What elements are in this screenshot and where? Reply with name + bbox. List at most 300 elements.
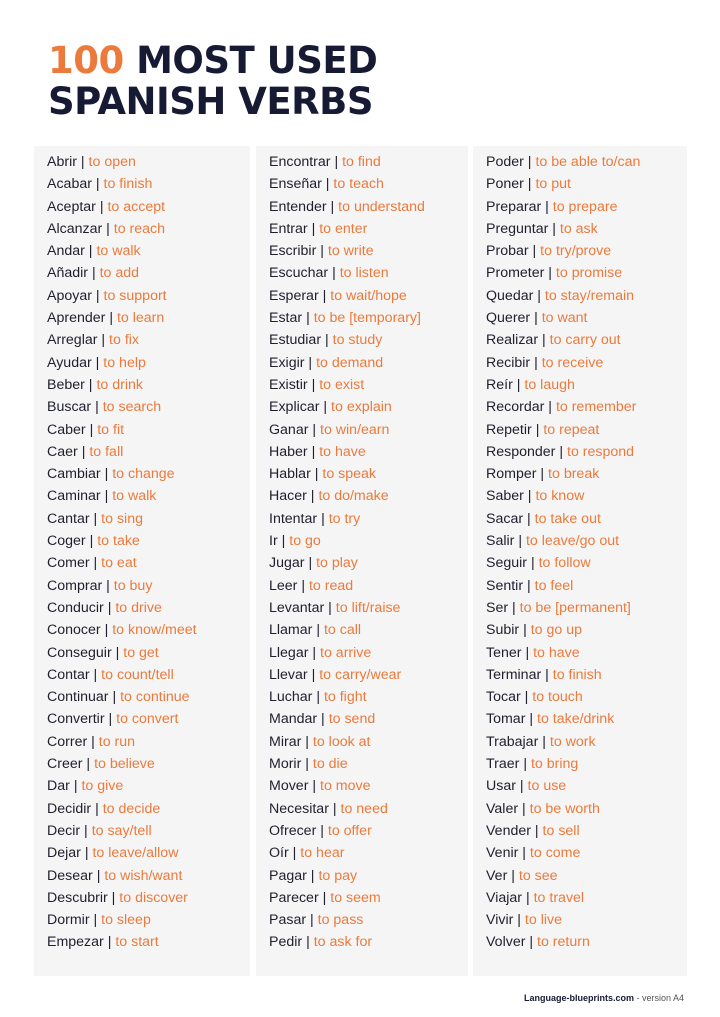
english-meaning: to sing [101,510,143,527]
spanish-verb: Dar [47,778,70,795]
separator: | [513,912,525,929]
spanish-verb: Conseguir [47,644,112,661]
separator: | [508,599,520,616]
spanish-verb: Caer [47,443,78,460]
english-meaning: to run [98,733,136,750]
separator: | [514,533,526,550]
spanish-verb: Usar [486,778,516,795]
spanish-verb: Decidir [47,800,92,817]
english-meaning: to touch [532,689,583,706]
separator: | [330,154,343,170]
english-meaning: to send [328,711,376,728]
title-number: 100 [48,39,124,82]
verb-list-1 [34,146,250,954]
spanish-verb: Abrir [47,154,77,170]
spanish-verb: Pagar [269,867,307,884]
verb-row [47,753,250,775]
english-meaning: to ask for [313,934,373,951]
english-meaning: to put [535,176,571,193]
spanish-verb: Valer [486,800,519,817]
verb-row [486,262,687,284]
verb-row [269,196,468,218]
spanish-verb: Creer [47,756,83,773]
english-meaning: to finish [552,666,602,683]
english-meaning: to fight [323,689,367,706]
spanish-verb: Salir [486,533,515,550]
separator: | [87,733,99,750]
spanish-verb: Morir [269,756,302,773]
spanish-verb: Vivir [486,912,514,929]
verb-row [486,530,687,552]
spanish-verb: Parecer [269,889,319,906]
verb-row [47,463,250,485]
separator: | [525,934,538,951]
spanish-verb: Cantar [47,510,90,527]
english-meaning: to work [549,733,596,750]
separator: | [84,376,97,393]
english-meaning: to search [102,399,162,416]
verb-row [486,463,687,485]
verb-row [269,262,468,284]
verb-row [269,842,468,864]
verb-row [269,441,468,463]
verb-row [269,865,468,887]
separator: | [512,376,525,393]
spanish-verb: Apoyar [47,287,92,304]
page-title [48,40,377,122]
english-meaning: to move [320,778,371,795]
english-meaning: to take out [534,510,601,527]
verb-row [486,240,687,262]
verb-row [486,731,687,753]
separator: | [515,778,528,795]
verb-row [269,329,468,351]
english-meaning: to give [81,778,124,795]
english-meaning: to sell [542,822,580,839]
separator: | [555,443,567,460]
verb-row [47,262,250,284]
english-meaning: to fit [97,421,125,438]
separator: | [100,622,113,639]
english-meaning: to walk [96,243,141,260]
english-meaning: to be [permanent] [519,599,631,616]
separator: | [103,599,116,616]
verb-row [269,931,468,953]
verb-row [47,352,250,374]
spanish-verb: Dormir [47,912,90,929]
separator: | [312,622,324,639]
verb-row [47,508,250,530]
verb-row [486,173,687,195]
separator: | [91,354,104,371]
spanish-verb: Recibir [486,354,531,371]
spanish-verb: Comprar [47,577,103,594]
separator: | [308,644,321,661]
spanish-verb: Estudiar [269,332,322,349]
spanish-verb: Andar [47,243,85,260]
spanish-verb: Intentar [269,510,318,527]
verb-row [269,374,468,396]
verb-row [47,173,250,195]
english-meaning: to wait/hope [330,287,407,304]
spanish-verb: Caminar [47,488,101,505]
spanish-verb: Coger [47,533,86,550]
spanish-verb: Escribir [269,243,317,260]
separator: | [317,711,329,728]
spanish-verb: Trabajar [486,733,539,750]
separator: | [521,644,534,661]
english-meaning: to have [533,644,580,661]
title-text-1: MOST USED [123,39,378,82]
english-meaning: to leave/go out [525,533,620,550]
verb-row [486,798,687,820]
spanish-verb: Viajar [486,889,523,906]
spanish-verb: Tocar [486,689,521,706]
english-meaning: to ask [559,220,598,237]
spanish-verb: Subir [486,622,520,639]
english-meaning: to learn [116,310,165,327]
spanish-verb: Responder [486,443,556,460]
spanish-verb: Encontrar [269,154,331,170]
english-meaning: to go up [530,622,582,639]
verb-row [47,218,250,240]
english-meaning: to feel [534,577,574,594]
separator: | [91,800,103,817]
spanish-verb: Ofrecer [269,822,317,839]
separator: | [89,912,102,929]
verb-row [47,485,250,507]
spanish-verb: Exigir [269,354,305,371]
separator: | [304,354,317,371]
verb-row [486,151,687,173]
spanish-verb: Acabar [47,176,92,193]
verb-row [486,686,687,708]
spanish-verb: Cambiar [47,466,101,483]
spanish-verb: Levantar [269,599,325,616]
verb-row [486,285,687,307]
verb-row [269,887,468,909]
english-meaning: to finish [103,176,153,193]
separator: | [297,577,309,594]
separator: | [518,845,530,862]
verb-row [47,820,250,842]
verb-row [486,597,687,619]
spanish-verb: Saber [486,488,524,505]
verb-row [269,664,468,686]
verb-row [47,329,250,351]
verb-row [269,909,468,931]
verb-row [47,619,250,641]
english-meaning: to exist [319,376,365,393]
spanish-verb: Comer [47,555,90,572]
verb-row [269,619,468,641]
verb-row [486,508,687,530]
verb-row [486,307,687,329]
english-meaning: to speak [322,466,377,483]
english-meaning: to sleep [101,912,151,929]
english-meaning: to carry out [549,332,621,349]
separator: | [88,265,100,282]
english-meaning: to reach [113,220,166,237]
english-meaning: to lift/raise [335,599,401,616]
english-meaning: to repeat [543,421,600,438]
spanish-verb: Ganar [269,421,309,438]
english-meaning: to say/tell [91,822,152,839]
separator: | [85,421,98,438]
spanish-verb: Dejar [47,845,81,862]
separator: | [530,822,543,839]
separator: | [288,845,301,862]
english-meaning: to take [97,533,140,550]
separator: | [519,622,531,639]
english-meaning: to follow [538,555,591,572]
separator: | [107,889,120,906]
spanish-verb: Romper [486,466,537,483]
separator: | [544,265,556,282]
english-meaning: to look at [312,733,371,750]
verb-row [486,753,687,775]
spanish-verb: Volver [486,934,526,951]
spanish-verb: Poder [486,154,524,170]
separator: | [531,421,544,438]
english-meaning: to need [340,800,388,817]
separator: | [80,845,93,862]
verb-row [269,552,468,574]
footer [524,993,684,1003]
verb-row [47,909,250,931]
separator: | [519,756,531,773]
separator: | [321,332,333,349]
separator: | [306,912,318,929]
spanish-verb: Tener [486,644,522,661]
separator: | [328,265,340,282]
separator: | [104,711,117,728]
english-meaning: to try/prove [540,243,612,260]
verb-row [269,530,468,552]
verb-row [486,865,687,887]
verb-row [47,285,250,307]
spanish-verb: Ser [486,599,509,616]
spanish-verb: Haber [269,443,308,460]
separator: | [548,220,560,237]
verb-row [47,887,250,909]
english-meaning: to convert [116,711,179,728]
spanish-verb: Alcanzar [47,220,103,237]
spanish-verb: Oír [269,845,289,862]
verb-row [486,642,687,664]
verb-row [486,441,687,463]
spanish-verb: Entender [269,198,327,215]
spanish-verb: Pedir [269,934,303,951]
verb-row [486,575,687,597]
spanish-verb: Conocer [47,622,101,639]
verb-row [269,285,468,307]
verb-row [269,396,468,418]
verb-row [47,575,250,597]
verb-row [47,798,250,820]
english-meaning: to receive [541,354,604,371]
verb-row [486,909,687,931]
spanish-verb: Ayudar [47,354,92,371]
verb-row [269,775,468,797]
spanish-verb: Vender [486,822,531,839]
separator: | [541,198,553,215]
spanish-verb: Continuar [47,689,109,706]
separator: | [307,666,320,683]
separator: | [523,176,536,193]
separator: | [302,310,314,327]
spanish-verb: Desear [47,867,93,884]
separator: | [321,176,334,193]
english-meaning: to prepare [552,198,618,215]
english-meaning: to hear [300,845,345,862]
spanish-verb: Luchar [269,689,313,706]
spanish-verb: Arreglar [47,332,98,349]
verb-row [269,731,468,753]
english-meaning: to remember [555,399,637,416]
separator: | [91,287,104,304]
separator: | [306,867,319,884]
spanish-verb: Hablar [269,466,311,483]
footer-version: - version A4 [633,993,684,1003]
separator: | [326,198,339,215]
english-meaning: to know [535,488,585,505]
separator: | [523,154,536,170]
separator: | [92,867,105,884]
separator: | [95,198,108,215]
spanish-verb: Preparar [486,198,542,215]
spanish-verb: Conducir [47,599,104,616]
english-meaning: to try [328,510,361,527]
separator: | [533,287,545,304]
spanish-verb: Convertir [47,711,105,728]
verb-row [47,664,250,686]
verb-row [47,642,250,664]
english-meaning: to break [548,466,600,483]
verb-row [269,218,468,240]
verb-row [47,441,250,463]
english-meaning: to change [112,466,175,483]
english-meaning: to stay/remain [544,287,635,304]
spanish-verb: Aceptar [47,198,96,215]
separator: | [541,666,553,683]
english-meaning: to eat [101,555,137,572]
separator: | [307,376,320,393]
verb-row [47,842,250,864]
english-meaning: to offer [327,822,372,839]
english-meaning: to decide [102,800,161,817]
verb-column-3 [473,146,687,976]
spanish-verb: Llamar [269,622,313,639]
english-meaning: to travel [533,889,585,906]
english-meaning: to get [123,644,159,661]
verb-row [47,597,250,619]
spanish-verb: Enseñar [269,176,322,193]
english-meaning: to enter [319,220,368,237]
verb-row [486,664,687,686]
spanish-verb: Necesitar [269,800,329,817]
english-meaning: to drink [96,376,143,393]
verb-row [269,686,468,708]
verb-row [486,708,687,730]
english-meaning: to continue [120,689,190,706]
verb-row [47,775,250,797]
separator: | [103,934,116,951]
verb-row [269,485,468,507]
spanish-verb: Venir [486,845,519,862]
spanish-verb: Seguir [486,555,528,572]
verb-row [486,820,687,842]
verb-row [47,686,250,708]
english-meaning: to understand [338,198,425,215]
verb-row [486,485,687,507]
english-meaning: to live [524,912,562,929]
verb-row [486,352,687,374]
english-meaning: to bring [530,756,579,773]
english-meaning: to want [541,310,588,327]
spanish-verb: Realizar [486,332,539,349]
separator: | [538,332,550,349]
separator: | [111,644,124,661]
english-meaning: to drive [115,599,162,616]
spanish-verb: Querer [486,310,531,327]
verb-row [269,151,468,173]
verb-row [269,173,468,195]
verb-row [47,552,250,574]
english-meaning: to discover [119,889,188,906]
separator: | [76,154,89,170]
verb-row [47,530,250,552]
verb-row [486,842,687,864]
verb-row [269,419,468,441]
separator: | [324,599,336,616]
english-meaning: to explain [331,399,392,416]
separator: | [304,555,317,572]
english-meaning: to leave/allow [92,845,179,862]
english-meaning: to listen [339,265,389,282]
spanish-verb: Empezar [47,934,104,951]
title-line-1 [48,40,377,81]
english-meaning: to fix [109,332,140,349]
verb-row [269,307,468,329]
verb-list-2 [256,146,468,954]
verb-row [47,240,250,262]
verb-row [269,352,468,374]
separator: | [89,666,102,683]
separator: | [85,533,98,550]
spanish-verb: Pasar [269,912,307,929]
spanish-verb: Recordar [486,399,545,416]
separator: | [301,733,313,750]
separator: | [102,577,114,594]
english-meaning: to play [316,555,358,572]
spanish-verb: Existir [269,376,308,393]
separator: | [318,889,331,906]
spanish-verb: Sacar [486,510,524,527]
separator: | [317,510,329,527]
spanish-verb: Esperar [269,287,319,304]
english-meaning: to buy [113,577,153,594]
separator: | [507,867,519,884]
spanish-verb: Llegar [269,644,309,661]
spanish-verb: Tomar [486,711,526,728]
separator: | [328,800,341,817]
verb-row [486,552,687,574]
spanish-verb: Explicar [269,399,320,416]
english-meaning: to pay [318,867,358,884]
separator: | [310,466,323,483]
separator: | [302,934,314,951]
